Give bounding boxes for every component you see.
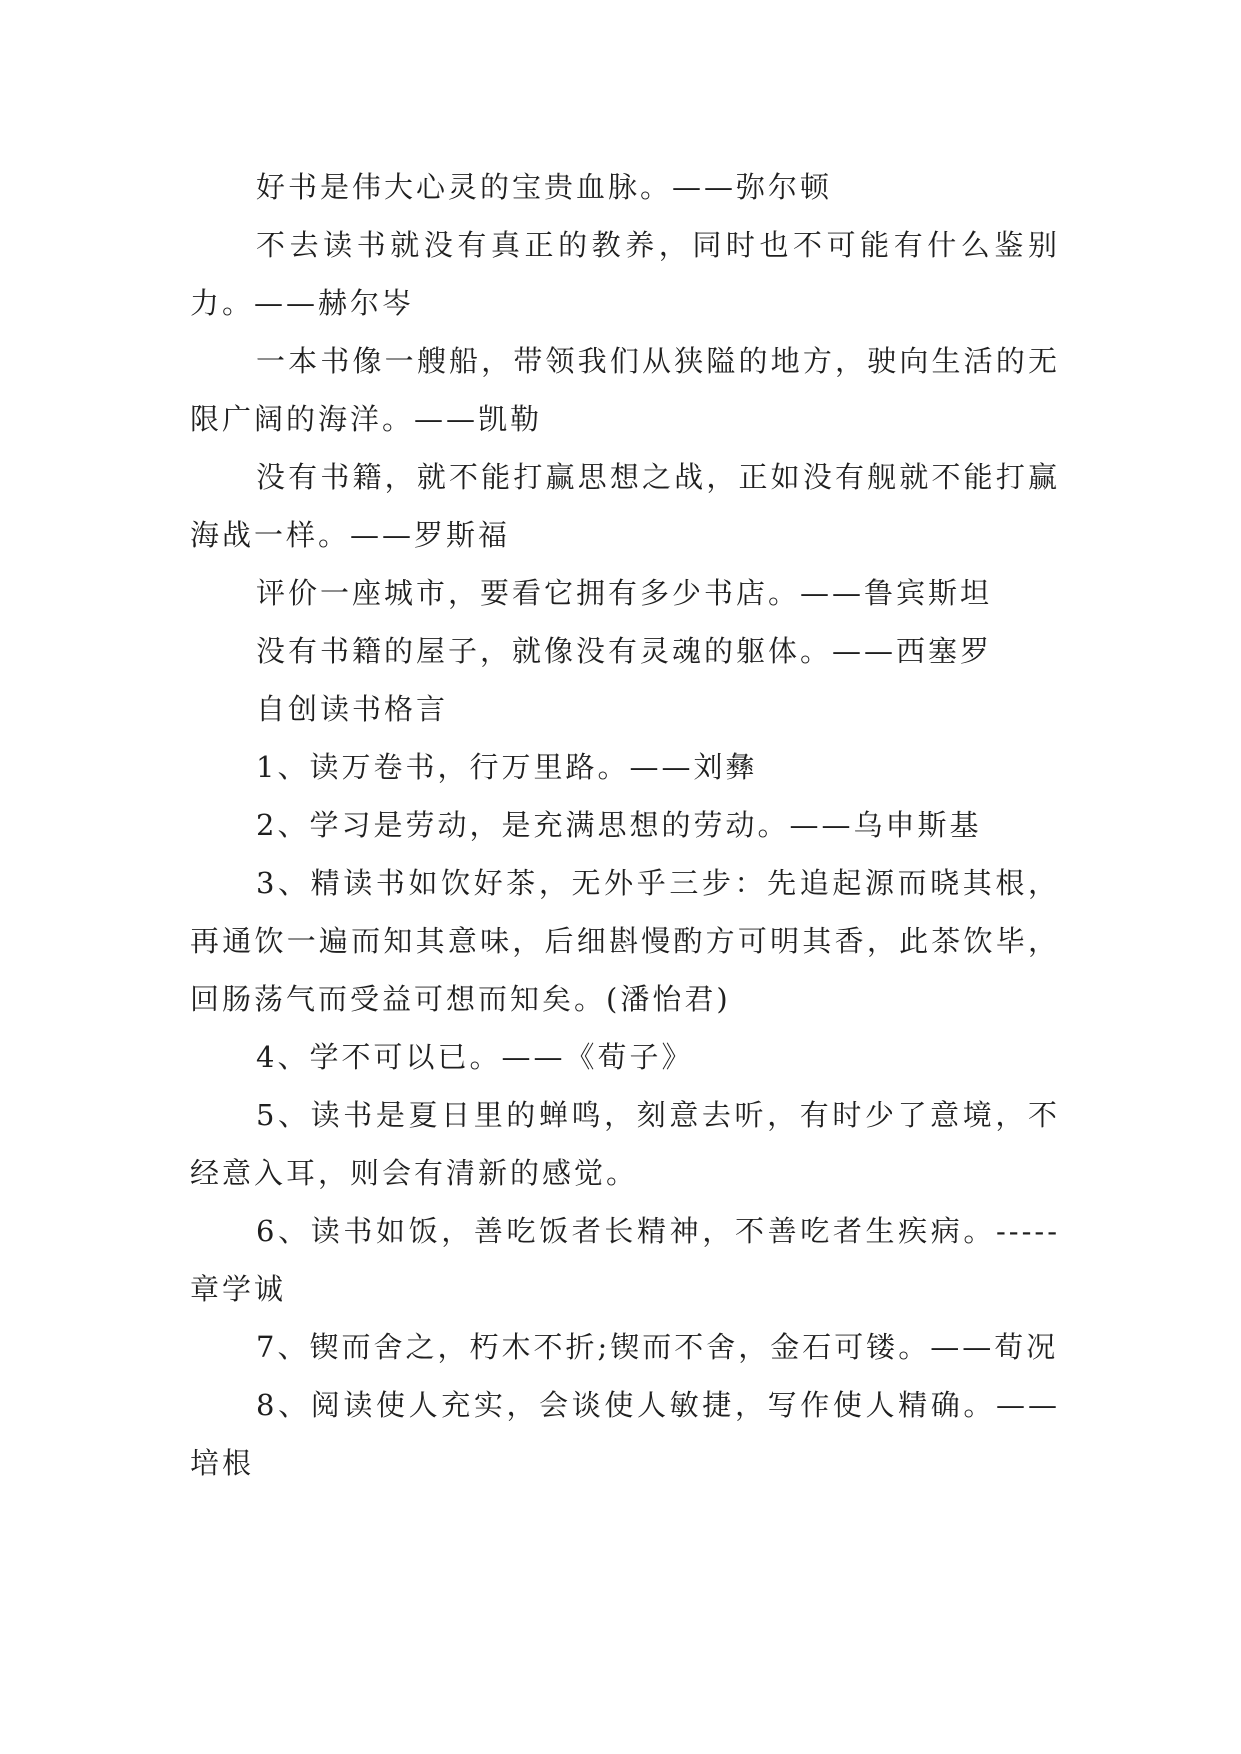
paragraph: 一本书像一艘船，带领我们从狭隘的地方，驶向生活的无限广阔的海洋。——凯勒 — [190, 344, 1060, 436]
quote-item: 7、锲而舍之，朽木不折;锲而不舍，金石可镂。——荀况 — [256, 1330, 1059, 1364]
quote-item: 2、学习是劳动，是充满思想的劳动。——乌申斯基 — [256, 808, 982, 842]
quote-item: 1、读万卷书，行万里路。——刘彝 — [256, 750, 758, 784]
quote-item: 8、阅读使人充实，会谈使人敏捷，写作使人精确。——培根 — [190, 1388, 1060, 1480]
document-body — [190, 158, 1060, 1492]
quote-item: 4、学不可以已。——《荀子》 — [256, 1040, 694, 1074]
quote-item: 6、读书如饭，善吃饭者长精神，不善吃者生疾病。-----章学诚 — [190, 1214, 1060, 1306]
paragraph: 没有书籍的屋子，就像没有灵魂的躯体。——西塞罗 — [256, 634, 993, 668]
quote-item: 3、精读书如饮好茶，无外乎三步：先追起源而晓其根，再通饮一遍而知其意味，后细斟慢酌方可明其香，此茶饮毕，回肠荡气而受益可想而知矣。(潘怡君) — [190, 866, 1060, 1016]
quote-item: 5、读书是夏日里的蝉鸣，刻意去听，有时少了意境，不经意入耳，则会有清新的感觉。 — [190, 1098, 1060, 1190]
section-heading: 自创读书格言 — [256, 692, 449, 726]
paragraph: 不去读书就没有真正的教养，同时也不可能有什么鉴别力。——赫尔岑 — [190, 228, 1060, 320]
paragraph: 没有书籍，就不能打赢思想之战，正如没有舰就不能打赢海战一样。——罗斯福 — [190, 460, 1060, 552]
paragraph: 好书是伟大心灵的宝贵血脉。——弥尔顿 — [256, 170, 833, 204]
paragraph: 评价一座城市，要看它拥有多少书店。——鲁宾斯坦 — [256, 576, 993, 610]
